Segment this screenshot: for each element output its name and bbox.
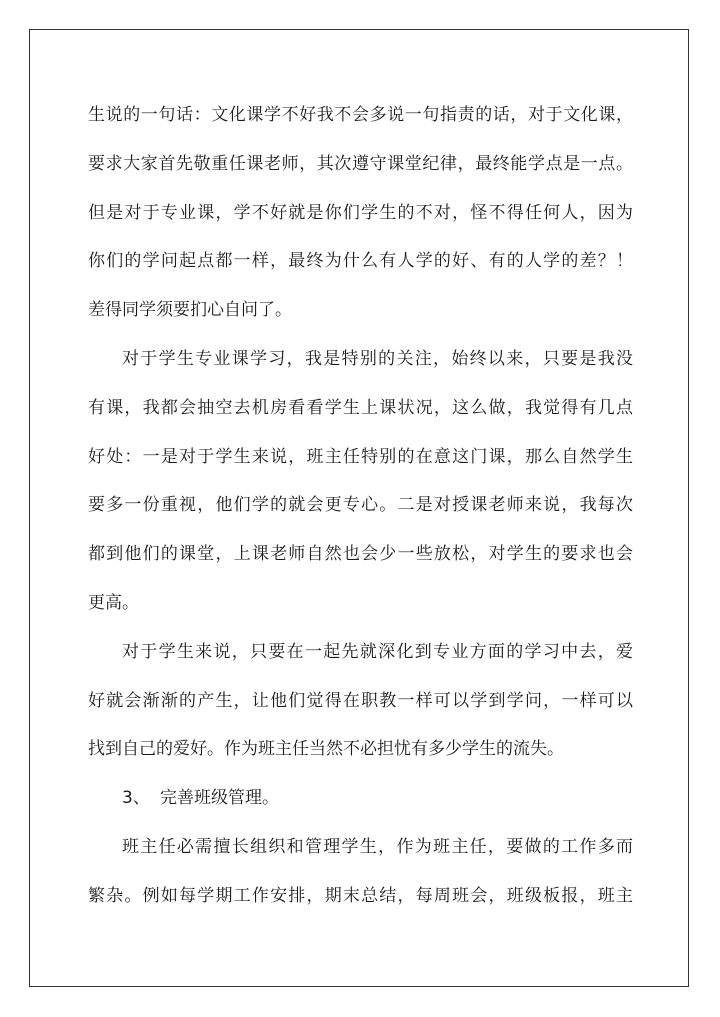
text-line: 都到他们的课堂，上课老师自然也会少一些放松，对学生的要求也会 — [88, 544, 633, 565]
text-line: 更高。 — [88, 592, 139, 613]
paragraph-first-line: 班主任必需擅长组织和管理学生，作为班主任，要做的工作多而 — [122, 836, 633, 857]
section-title: 完善班级管理。 — [160, 788, 279, 809]
text-line: 但是对于专业课，学不好就是你们学生的不对，怪不得任何人，因为 — [88, 202, 633, 223]
paragraph-first-line: 对于学生来说，只要在一起先就深化到专业方面的学习中去，爱 — [122, 641, 633, 662]
text-line: 有课，我都会抽空去机房看看学生上课状况，这么做，我觉得有几点 — [88, 397, 633, 418]
text-line: 差得同学须要扪心自问了。 — [88, 300, 292, 321]
text-line: 你们的学问起点都一样，最终为什么有人学的好、有的人学的差？！ — [88, 251, 633, 272]
section-number: 3、 — [122, 788, 150, 809]
text-line: 繁杂。例如每学期工作安排，期末总结，每周班会，班级板报，班主 — [88, 885, 633, 906]
section-heading — [88, 781, 633, 816]
document-body — [88, 98, 633, 928]
text-line: 生说的一句话：文化课学不好我不会多说一句指责的话，对于文化课， — [88, 105, 633, 125]
text-line: 找到自己的爱好。作为班主任当然不必担忧有多少学生的流失。 — [88, 739, 564, 760]
text-line: 要求大家首先敬重任课老师，其次遵守课堂纪律，最终能学点是一点。 — [88, 153, 633, 174]
text-line: 好处：一是对于学生来说，班主任特别的在意这门课，那么自然学生 — [88, 446, 633, 467]
paragraph-first-line: 对于学生专业课学习，我是特别的关注，始终以来，只要是我没 — [122, 348, 633, 369]
text-line: 好就会渐渐的产生，让他们觉得在职教一样可以学到学问，一样可以 — [88, 690, 633, 711]
text-line: 要多一份重视，他们学的就会更专心。二是对授课老师来说，我每次 — [88, 495, 633, 516]
